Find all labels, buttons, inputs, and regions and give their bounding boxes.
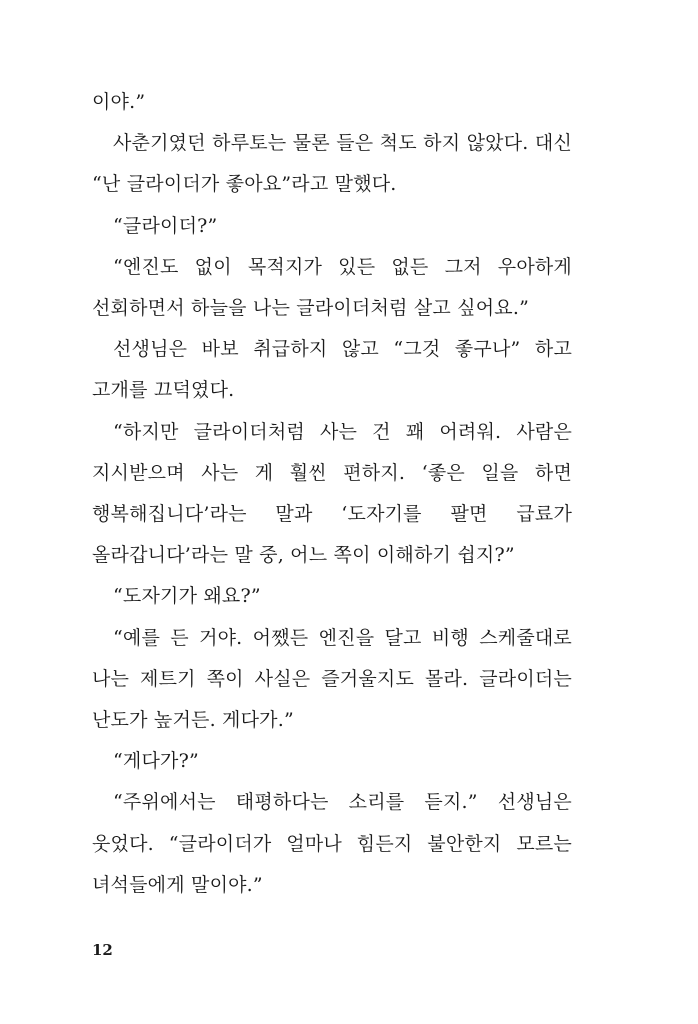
- paragraph: “엔진도 없이 목적지가 있든 없든 그저 우아하게 선회하면서 하늘을 나는 글라이더처럼 살고 싶어요.”: [92, 255, 572, 320]
- paragraph: 선생님은 바보 취급하지 않고 “그것 좋구나” 하고 고개를 끄덕였다.: [92, 338, 572, 402]
- body-text: [92, 82, 572, 906]
- paragraph: “게다가?”: [113, 750, 199, 773]
- paragraph: “하지만 글라이더처럼 사는 건 꽤 어려워. 사람은 지시받으며 사는 게 훨씬 편하지. ‘좋은 일을 하면 행복해집니다’라는 말과 ‘도자기를 팔면 급료가 올라갑니다’라는 말 중, 어느 쪽이 이해하기 쉽지?”: [92, 420, 572, 567]
- paragraph: 사춘기였던 하루토는 물론 들은 척도 하지 않았다. 대신 “난 글라이더가 좋아요”라고 말했다.: [92, 132, 572, 196]
- paragraph: “글라이더?”: [113, 214, 218, 237]
- page-number: 12: [92, 941, 113, 959]
- paragraph: “도자기가 왜요?”: [113, 585, 261, 608]
- paragraph: “예를 든 거야. 어쨌든 엔진을 달고 비행 스케줄대로 나는 제트기 쪽이 사실은 즐거울지도 몰라. 글라이더는 난도가 높거든. 게다가.”: [92, 626, 572, 732]
- paragraph: 이야.”: [92, 91, 146, 113]
- paragraph: “주위에서는 태평하다는 소리를 듣지.” 선생님은 웃었다. “글라이더가 얼마나 힘든지 불안한지 모르는 녀석들에게 말이야.”: [92, 791, 572, 896]
